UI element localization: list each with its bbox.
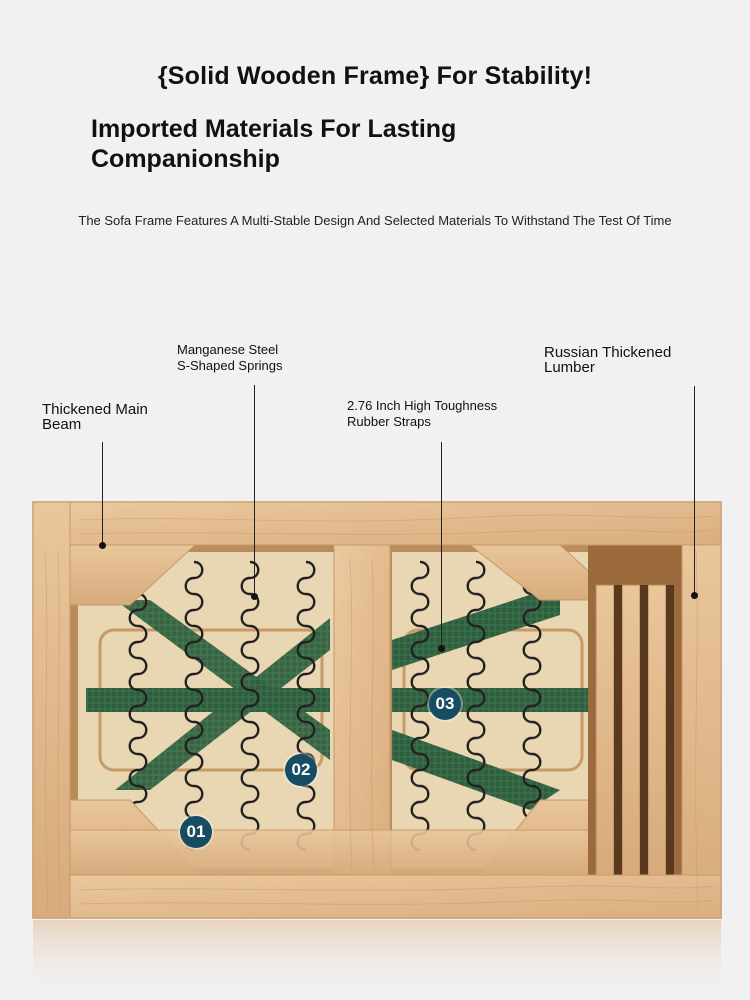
callout-main-beam xyxy=(42,402,148,432)
sofa-frame-illustration xyxy=(0,490,750,1000)
callout-springs-line-1: Manganese Steel xyxy=(177,342,279,357)
callout-springs xyxy=(177,342,283,374)
callout-springs-line-2: S-Shaped Springs xyxy=(177,358,283,373)
callout-straps-line-1: 2.76 Inch High Toughness xyxy=(347,398,498,413)
leader-line-lumber xyxy=(694,386,695,594)
callout-lumber xyxy=(544,345,671,375)
callout-main-beam-line-2: Beam xyxy=(42,416,82,433)
headline: {Solid Wooden Frame} For Stability! xyxy=(157,62,593,90)
center-post xyxy=(334,545,390,875)
lumber-slats xyxy=(588,545,682,875)
leader-dot-springs xyxy=(251,593,258,600)
leader-dot-lumber xyxy=(691,592,698,599)
leader-dot-straps xyxy=(438,645,445,652)
badge-03: 03 xyxy=(429,688,461,720)
leader-line-main-beam xyxy=(102,442,103,544)
leader-dot-main-beam xyxy=(99,542,106,549)
callout-lumber-line-1: Russian Thickened xyxy=(544,344,672,361)
subheadline xyxy=(91,114,651,174)
callout-straps xyxy=(347,398,497,430)
callout-lumber-line-2: Lumber xyxy=(544,359,595,376)
badge-01: 01 xyxy=(180,816,212,848)
subheadline-line-2: Companionship xyxy=(91,145,280,173)
callout-straps-line-2: Rubber Straps xyxy=(347,414,431,429)
leader-line-straps xyxy=(441,442,442,646)
callout-main-beam-line-1: Thickened Main xyxy=(42,401,148,418)
tagline: The Sofa Frame Features A Multi-Stable Design And Selected Materials To Withstand The Test Of Time xyxy=(78,213,672,228)
leader-line-springs xyxy=(254,385,255,595)
badge-02: 02 xyxy=(285,754,317,786)
subheadline-line-1: Imported Materials For Lasting xyxy=(91,115,457,143)
